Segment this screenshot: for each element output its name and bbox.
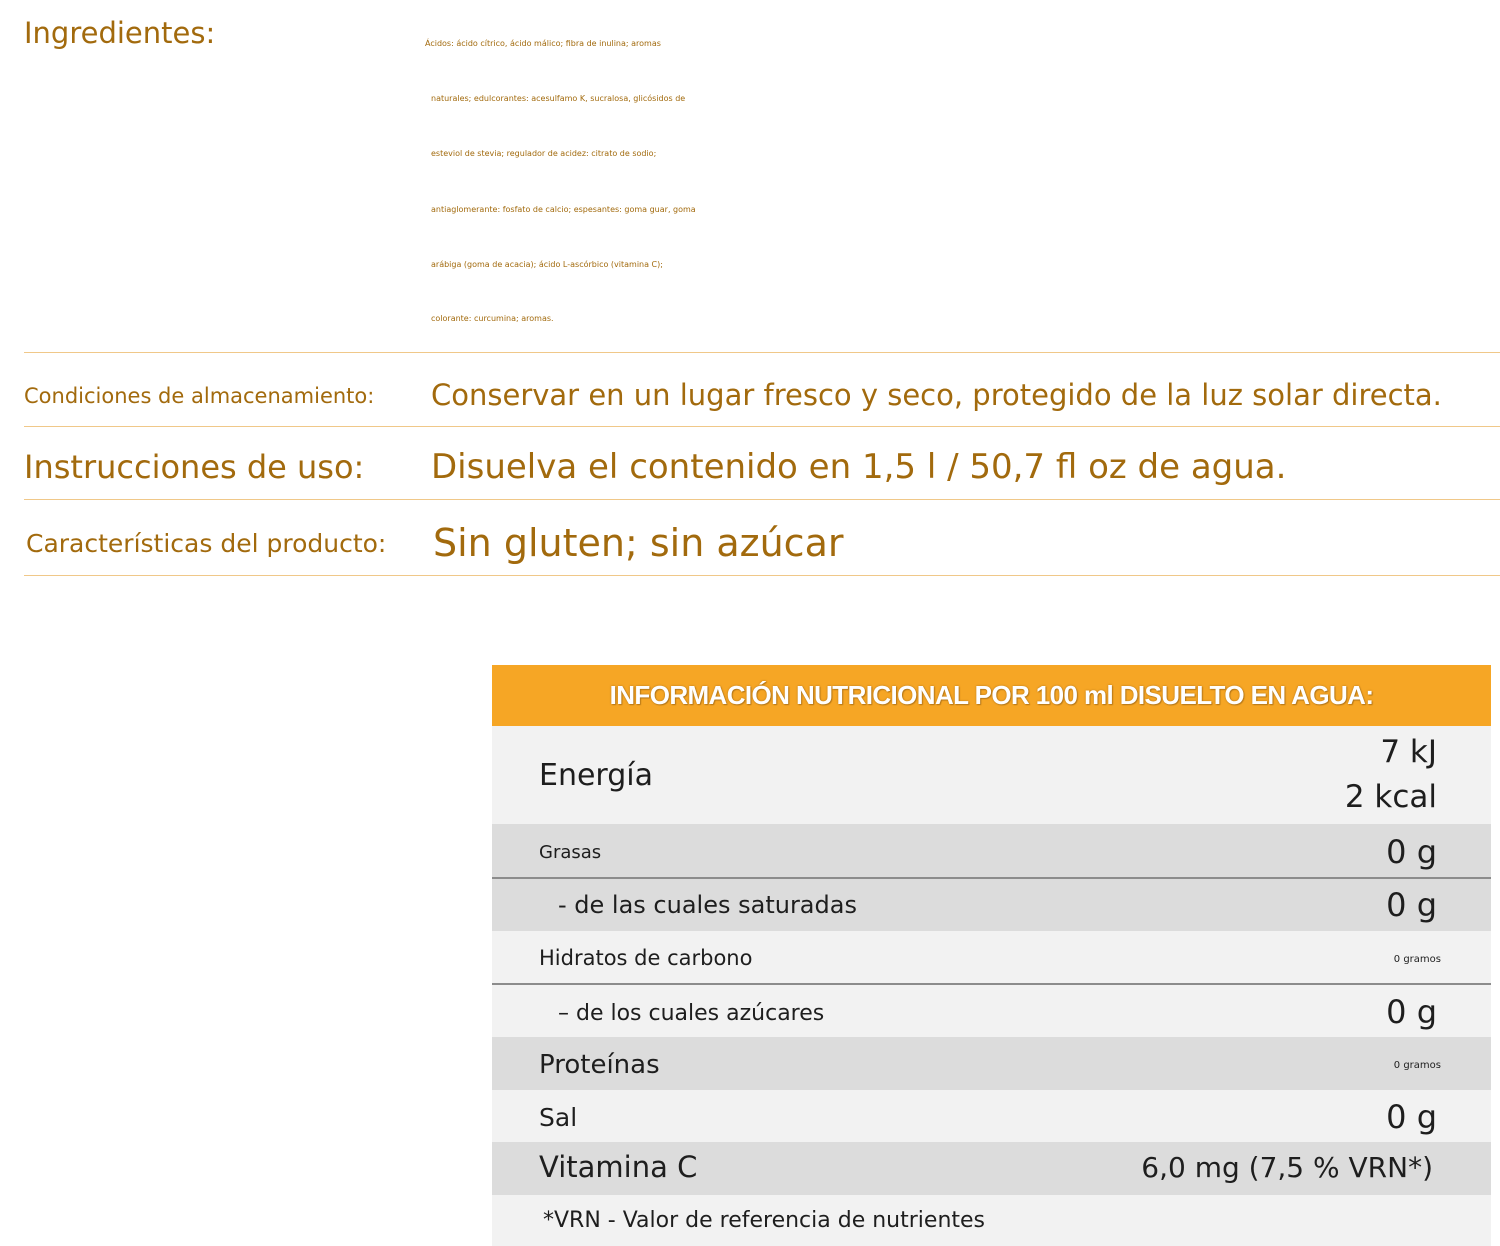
nutrient-value: 0 gramos <box>1393 954 1441 965</box>
nutrient-value: 0 g <box>1386 993 1437 1031</box>
ingredients-line: naturales; edulcorantes: acesulfamo K, sucralosa, glicósidos de <box>431 94 686 103</box>
table-row <box>492 1142 1491 1195</box>
nutrient-value: 0 g <box>1386 886 1437 924</box>
nutrient-value: 2 kcal <box>1344 779 1437 815</box>
ingredients-line: antiaglomerante: fosfato de calcio; espesantes: goma guar, goma <box>431 205 696 214</box>
nutrient-value: 6,0 mg (7,5 % VRN*) <box>1141 1151 1433 1184</box>
ingredients-line: esteviol de stevia; regulador de acidez: citrato de sodio; <box>431 149 657 158</box>
divider <box>24 352 1500 353</box>
nutrient-name: Hidratos de carbono <box>539 946 753 970</box>
divider <box>24 426 1500 427</box>
nutrient-value: 0 g <box>1386 1098 1437 1136</box>
nutrient-name: Sal <box>539 1103 578 1132</box>
nutrition-table <box>492 665 1491 1246</box>
features-label: Características del producto: <box>26 529 387 558</box>
table-row <box>492 1037 1491 1090</box>
ingredients-line: Ácidos: ácido cítrico, ácido málico; fibra de inulina; aromas <box>425 39 661 48</box>
nutrient-name: Grasas <box>539 842 602 863</box>
ingredients-label: Ingredientes: <box>24 16 216 50</box>
nutrient-value: 0 g <box>1386 833 1437 871</box>
nutrition-table-header: INFORMACIÓN NUTRICIONAL POR 100 ml DISUELTO EN AGUA: <box>492 665 1491 726</box>
nutrient-name: Proteínas <box>539 1050 660 1080</box>
nutrient-name: Energía <box>539 758 653 793</box>
nutrient-name: – de los cuales azúcares <box>558 1001 825 1026</box>
usage-label: Instrucciones de uso: <box>24 448 365 486</box>
divider <box>24 499 1500 500</box>
nutrient-value: 7 kJ <box>1380 734 1437 770</box>
table-row <box>492 983 1491 1037</box>
table-row <box>492 1090 1491 1142</box>
table-row <box>492 824 1491 877</box>
divider <box>24 575 1500 576</box>
ingredients-text <box>425 16 1500 347</box>
storage-value: Conservar en un lugar fresco y seco, protegido de la luz solar directa. <box>431 378 1442 412</box>
nutrient-name: - de las cuales saturadas <box>558 891 857 919</box>
table-row <box>492 1195 1491 1246</box>
table-row <box>492 877 1491 931</box>
ingredients-line: colorante: curcumina; aromas. <box>431 314 554 323</box>
table-row <box>492 726 1491 824</box>
storage-label: Condiciones de almacenamiento: <box>24 384 375 408</box>
ingredients-line: arábiga (goma de acacia); ácido L-ascórbico (vitamina C); <box>431 260 663 269</box>
features-value: Sin gluten; sin azúcar <box>433 521 844 565</box>
usage-value: Disuelva el contenido en 1,5 l / 50,7 fl oz de agua. <box>431 447 1287 487</box>
nutrient-name: Vitamina C <box>539 1150 698 1184</box>
table-row <box>492 931 1491 983</box>
nutrient-value: 0 gramos <box>1393 1060 1441 1071</box>
nutrition-footnote: *VRN - Valor de referencia de nutrientes <box>543 1208 986 1233</box>
